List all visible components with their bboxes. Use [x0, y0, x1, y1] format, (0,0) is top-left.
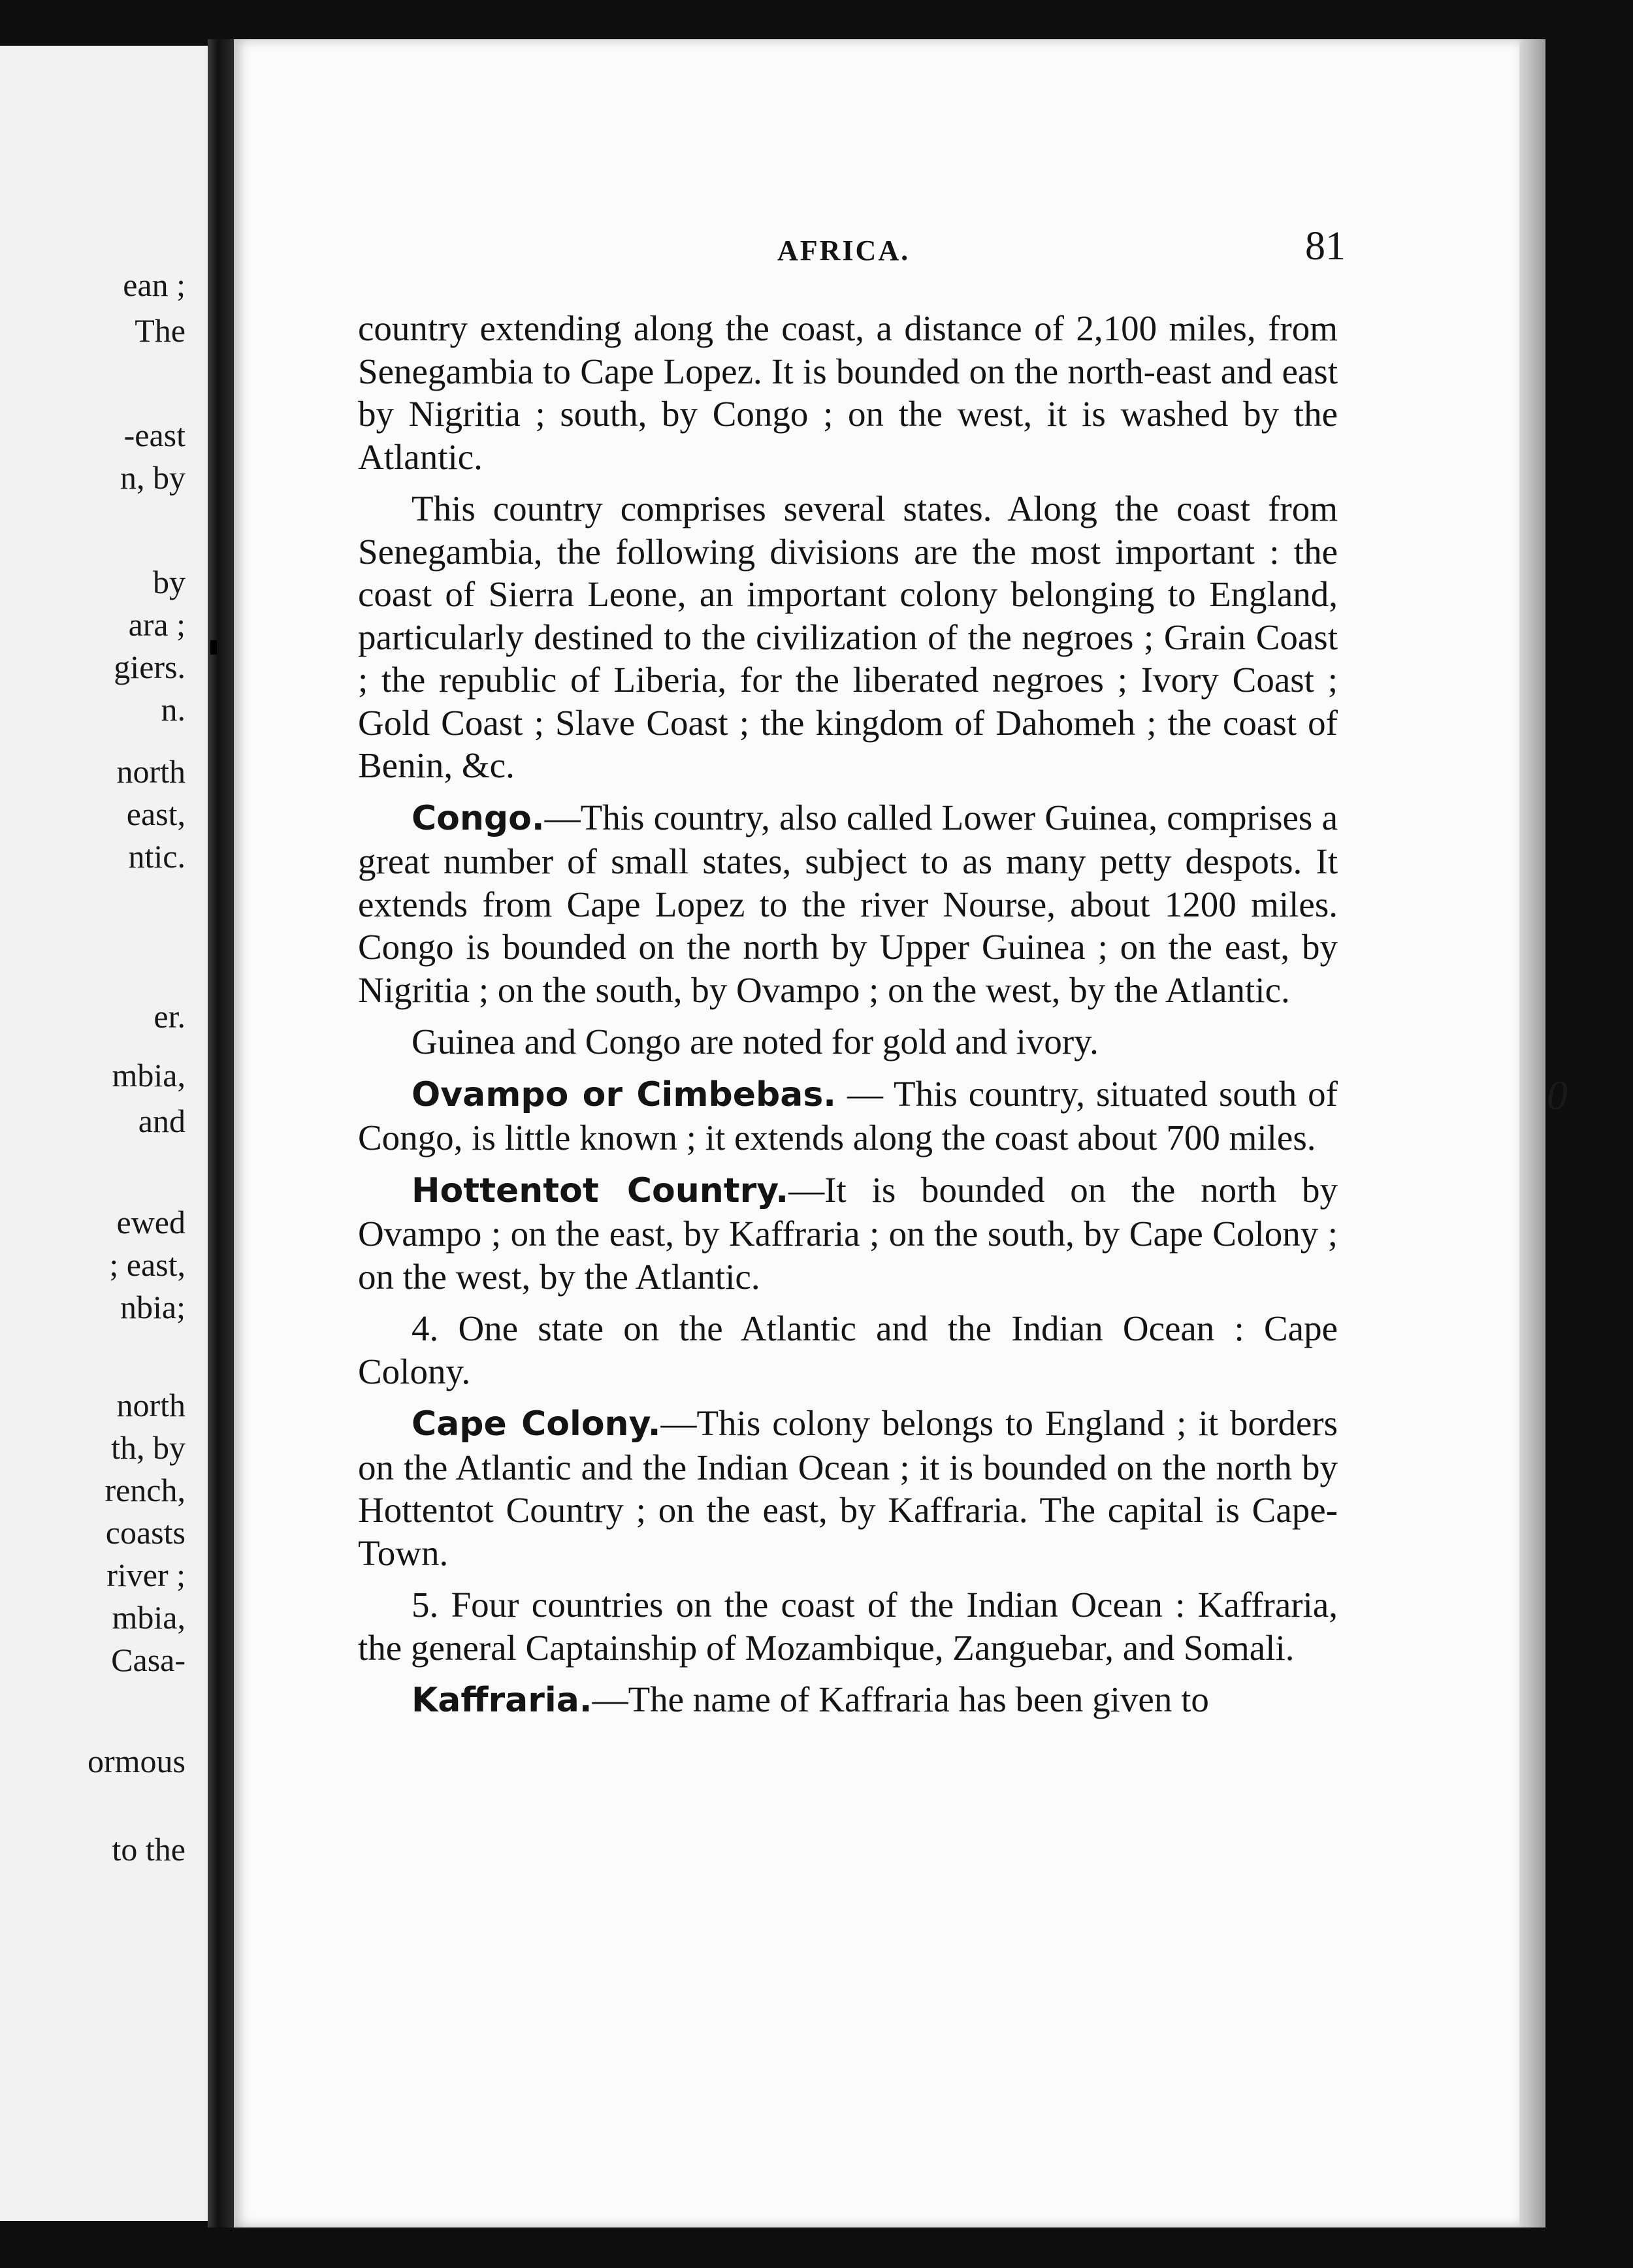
- page-edge-right: [1519, 39, 1545, 2228]
- left-page-fragment: north: [116, 753, 186, 790]
- heading-kaffraria: Kaffraria.: [412, 1681, 592, 1720]
- left-page-fragment: mbia,: [112, 1599, 186, 1636]
- left-page-fragment: ara ;: [128, 606, 186, 643]
- left-page-fragment: er.: [154, 998, 186, 1035]
- congo-text: —This country, also called Lower Guinea, comprises a great number of small states, subject to as many petty despots. It extends from Cape Lopez to the river Nourse, about 1200 miles. Congo is bounded on the north by Upper Guinea ; on the east, by Nigritia ; on the south, by Ovampo ; on the west, by the Atlantic.: [358, 797, 1338, 1010]
- left-page-fragment: river ;: [106, 1557, 186, 1593]
- page-body: [358, 307, 1338, 1732]
- left-page-fragment: and: [138, 1103, 186, 1139]
- left-page-fragment: ; east,: [109, 1246, 186, 1283]
- book-gutter: [208, 39, 234, 2228]
- left-page-fragment: n, by: [120, 459, 186, 496]
- left-page-fragment: giers.: [114, 649, 186, 685]
- running-head: AFRICA.: [777, 235, 911, 267]
- left-page-fragment: n.: [161, 691, 186, 728]
- paragraph-one-state: 4. One state on the Atlantic and the Indian Ocean : Cape Colony.: [358, 1308, 1338, 1391]
- kaffraria-text: —The name of Kaffraria has been given to: [592, 1679, 1209, 1719]
- left-page-fragment: coasts: [105, 1514, 186, 1551]
- cape-text: —This colony belongs to England ; it borders on the Atlantic and the Indian Ocean ; it is bounded on the north by Hottentot Country ; on the east, by Kaffraria. The capital is Cape-Town.: [358, 1403, 1338, 1573]
- paragraph-upper-guinea-cont: country extending along the coast, a distance of 2,100 miles, from Senegambia to Cape Lopez. It is bounded on the north-east and east by Nigritia ; south, by Congo ; on the west, it is washed by the Atlantic.: [358, 308, 1338, 477]
- left-page-fragment: rench,: [105, 1472, 186, 1508]
- hottentot-text: —It is bounded on the north by Ovampo ; on the east, by Kaffraria ; on the south, by Cape Colony ; on the west, by the Atlantic.: [358, 1169, 1338, 1297]
- left-page-fragment: east,: [126, 796, 186, 832]
- ovampo-text: — This country, situated south of Congo, is little known ; it extends along the coast about 700 miles.: [358, 1073, 1338, 1158]
- left-page-fragment: Casa-: [111, 1642, 186, 1678]
- left-page-fragment: -east: [123, 417, 186, 453]
- left-page-fragment: ormous: [88, 1743, 186, 1779]
- heading-hottentot: Hottentot Country.: [412, 1171, 789, 1210]
- left-page-fragment: north: [116, 1387, 186, 1423]
- left-page-fragment: by: [153, 564, 186, 600]
- paragraph-kaffraria: [358, 1678, 1338, 1723]
- paragraph-guinea-congo: Guinea and Congo are noted for gold and ivory.: [412, 1022, 1099, 1061]
- paragraph-ovampo: [358, 1073, 1338, 1159]
- paragraph-four-countries: 5. Four countries on the coast of the Indian Ocean : Kaffraria, the general Captainship of Mozambique, Zanguebar, and Somali.: [358, 1585, 1338, 1668]
- gutter-mark: [210, 640, 217, 655]
- page-number: 81: [1305, 224, 1346, 268]
- left-page-fragment: ean ;: [123, 267, 186, 303]
- previous-page-edge: [0, 46, 208, 2221]
- left-page-fragment: The: [135, 312, 186, 349]
- paragraph-cape-colony: [358, 1402, 1338, 1574]
- left-page-fragment: mbia,: [112, 1057, 186, 1094]
- paragraph-states: This country comprises several states. Along the coast from Senegambia, the following divisions are the most important : the coast of Sierra Leone, an important colony belonging to England, particularly destined to the civilization of the negroes ; Grain Coast ; the republic of Liberia, for the liberated negroes ; Ivory Coast ; Gold Coast ; Slave Coast ; the kingdom of Dahomeh ; the coast of Benin, &c.: [358, 489, 1338, 785]
- left-page-fragment: th, by: [111, 1429, 186, 1466]
- heading-congo: Congo.: [412, 798, 545, 838]
- margin-note: 0: [1547, 1072, 1568, 1118]
- left-page-fragment: ntic.: [128, 838, 186, 875]
- page-header: [777, 224, 1346, 281]
- paragraph-congo: [358, 796, 1338, 1012]
- left-page-fragment: ewed: [116, 1204, 186, 1240]
- heading-cape-colony: Cape Colony.: [412, 1404, 661, 1444]
- heading-ovampo: Ovampo or Cimbebas.: [412, 1075, 837, 1114]
- left-page-fragment: to the: [112, 1831, 186, 1868]
- left-page-fragment: nbia;: [120, 1289, 186, 1325]
- paragraph-hottentot: [358, 1169, 1338, 1299]
